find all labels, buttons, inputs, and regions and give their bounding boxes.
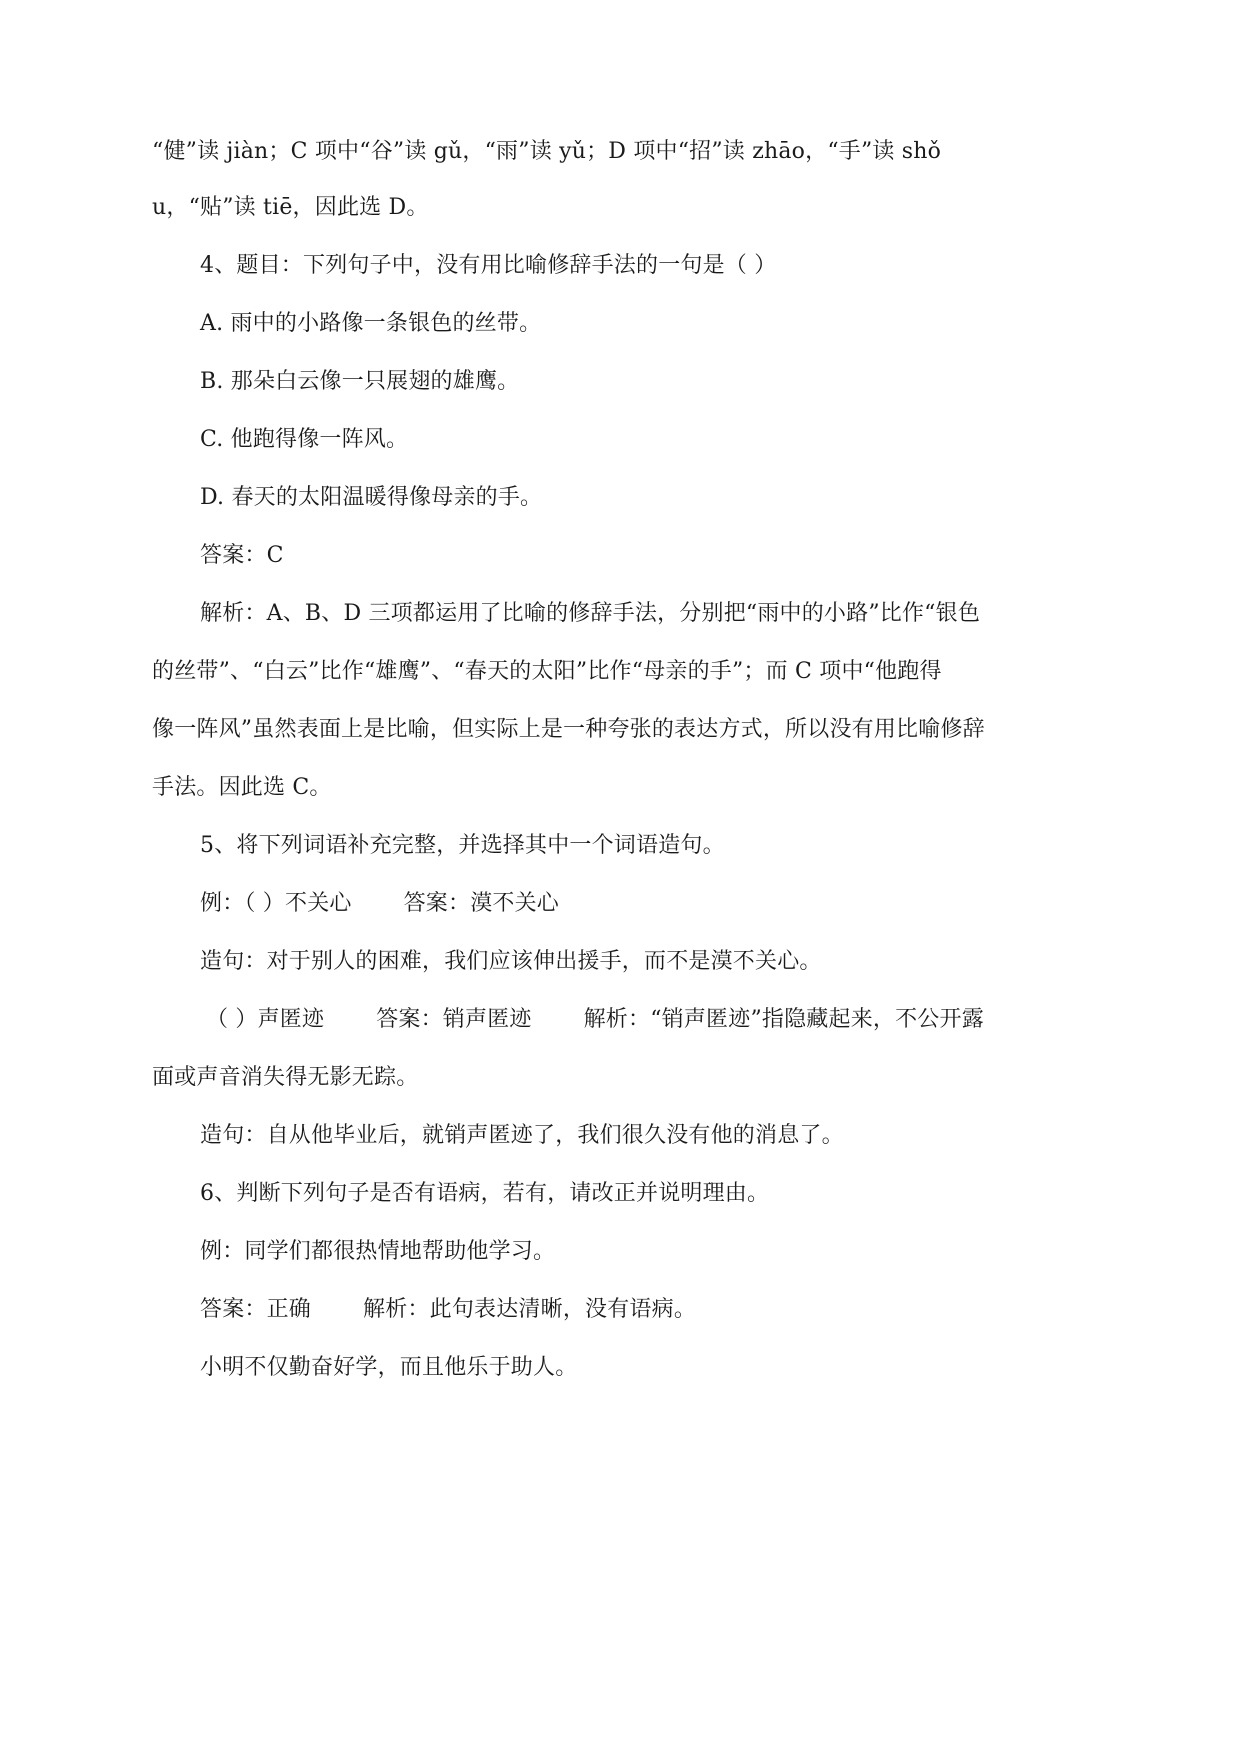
item-analysis-cont: 面或声音消失得无影无踪。 <box>152 1065 419 1090</box>
sentence-line: 小明不仅勤奋好学，而且他乐于助人。 <box>200 1355 578 1380</box>
example-line <box>200 888 1092 920</box>
answer-text: 答案：正确 <box>200 1297 312 1322</box>
option-b: B. 那朵白云像一只展翅的雄鹰。 <box>200 369 520 394</box>
answer-explanation-line: “健”读 jiàn；C 项中“谷”读 gǔ，“雨”读 yǔ；D 项中“招”读 zhāo，“手”读 shǒ <box>152 139 942 164</box>
analysis-line: 手法。因此选 C。 <box>152 775 332 800</box>
example-line: 例：同学们都很热情地帮助他学习。 <box>200 1239 556 1264</box>
question-4-title: 4、题目：下列句子中，没有用比喻修辞手法的一句是（ ） <box>200 253 777 278</box>
option-c: C. 他跑得像一阵风。 <box>200 427 409 452</box>
answer-explanation-line: u，“贴”读 tiē，因此选 D。 <box>152 195 429 220</box>
question-5-title: 5、将下列词语补充完整，并选择其中一个词语造句。 <box>200 833 725 858</box>
item-prompt: （ ）声匿迹 <box>206 1007 325 1032</box>
answer-analysis-line <box>200 1294 1092 1326</box>
example-answer: 答案：漠不关心 <box>403 891 559 916</box>
question-6-title: 6、判断下列句子是否有语病，若有，请改正并说明理由。 <box>200 1181 770 1206</box>
option-d: D. 春天的太阳温暖得像母亲的手。 <box>200 485 543 510</box>
analysis-line: 像一阵风”虽然表面上是比喻，但实际上是一种夸张的表达方式，所以没有用比喻修辞 <box>152 717 985 742</box>
option-a: A. 雨中的小路像一条银色的丝带。 <box>200 311 542 336</box>
analysis-line: 的丝带”、“白云”比作“雄鹰”、“春天的太阳”比作“母亲的手”；而 C 项中“他跑得 <box>152 659 942 684</box>
sentence-line: 造句：对于别人的困难，我们应该伸出援手，而不是漠不关心。 <box>200 949 822 974</box>
analysis-text: 解析：此句表达清晰，没有语病。 <box>363 1297 697 1322</box>
item-line <box>206 1004 1098 1036</box>
item-answer: 答案：销声匿迹 <box>376 1007 532 1032</box>
answer-line: 答案：C <box>200 543 284 568</box>
sentence-line: 造句：自从他毕业后，就销声匿迹了，我们很久没有他的消息了。 <box>200 1123 844 1148</box>
analysis-line: 解析：A、B、D 三项都运用了比喻的修辞手法，分别把“雨中的小路”比作“银色 <box>200 601 981 626</box>
example-prompt: 例：（ ）不关心 <box>200 891 352 916</box>
item-analysis: 解析：“销声匿迹”指隐藏起来，不公开露 <box>583 1007 984 1032</box>
